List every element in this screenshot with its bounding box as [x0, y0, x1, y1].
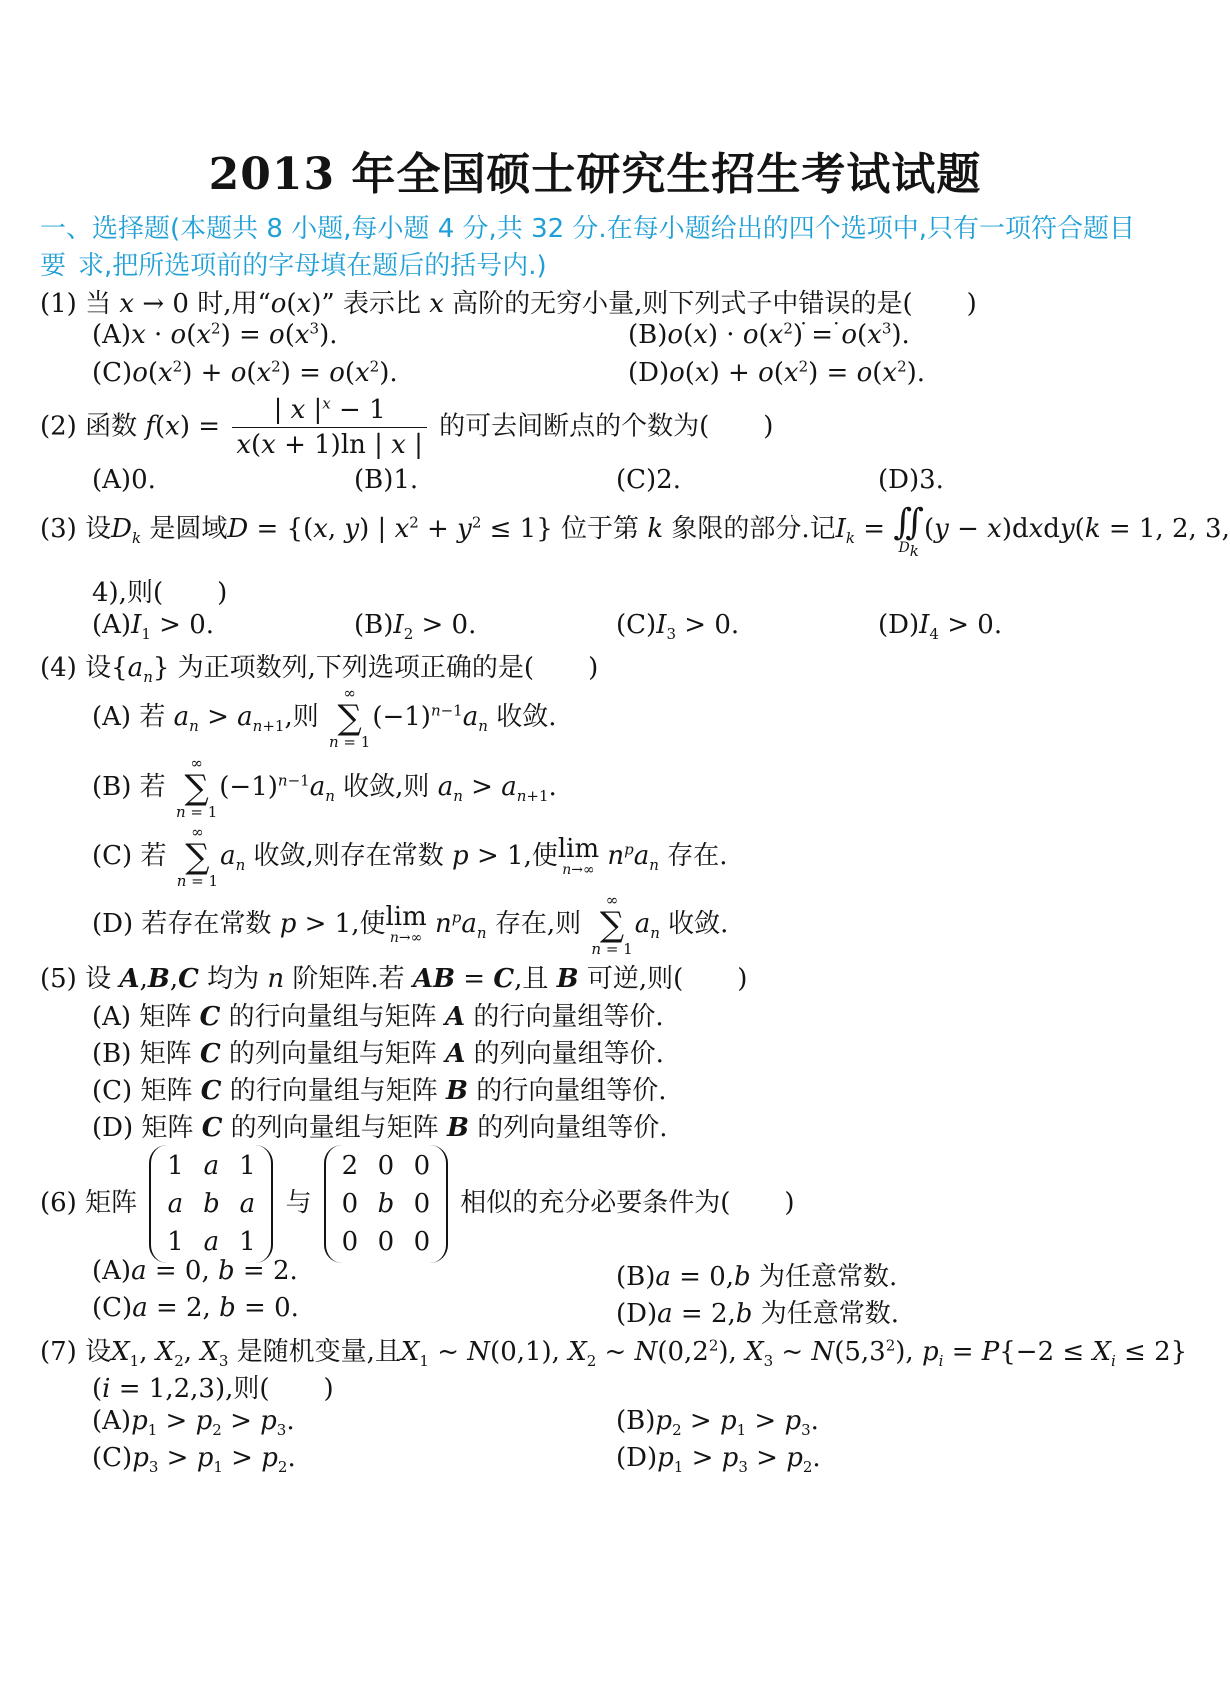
question-text: ” 表示比: [321, 289, 421, 319]
option-label: (D): [616, 1443, 658, 1473]
option-text: 的列向量组与矩阵: [228, 1039, 437, 1069]
option-text: 的行向量组等价.: [473, 1002, 664, 1032]
fraction: $\frac{| x |^x - 1}{x(x + 1)\ln | x |}$: [232, 395, 427, 460]
question-text: 是随机变量,且: [236, 1337, 401, 1367]
question-text: 设: [85, 514, 112, 544]
q6-option-a: (A)a = 0, b = 2.: [92, 1256, 298, 1286]
q2-option-a: (A)0.: [92, 465, 156, 495]
option-label: (B): [92, 772, 132, 802]
q4-option-b: (B) 若 ∞ ∑ n = 1 $(-1)^{n-1}a_n$ 收敛,则 $a_n > a_{n+1}$.: [92, 754, 557, 821]
question-6: [40, 1145, 795, 1263]
q7-option-a: $(A)p_1 > p_2 > p_3$.: [92, 1406, 295, 1440]
question-number: (2): [40, 411, 77, 442]
question-text: 设: [85, 653, 112, 683]
question-text: 与: [285, 1188, 312, 1218]
option-label: (A): [92, 702, 132, 732]
question-text: 阶矩阵.若: [292, 964, 405, 994]
answer-bracket: ): [217, 578, 228, 608]
option-label: (B): [354, 610, 394, 640]
q1-option-c: $(C)o(x^2) + o(x^2) = o(x^2)$.: [92, 357, 398, 388]
question-text: 相似的充分必要条件为(: [460, 1188, 731, 1218]
option-label: (B): [628, 320, 668, 350]
option-label: (A): [92, 1002, 132, 1032]
option-label: (C): [92, 841, 133, 871]
option-label: (D): [92, 1113, 134, 1143]
q3-option-a: $(A)I_1 > 0$.: [92, 610, 215, 644]
question-text: 设: [85, 1337, 112, 1367]
answer-bracket: ): [588, 653, 599, 683]
q6-option-c: (C)a = 2, b = 0.: [92, 1293, 299, 1323]
option-label: (A): [92, 320, 132, 350]
option-label: (B): [92, 1039, 132, 1069]
question-2: (2) 函数 f(x) = $\frac{| x |^x - 1}{x(x + 1)\ln | x |}$ 的可去间断点的个数为( ): [40, 394, 774, 460]
option-label: (C): [92, 1443, 133, 1473]
q2-option-c: (C)2.: [616, 465, 681, 495]
question-1: (1) 当 x → 0 时,用“o(x)” 表示比 x 高阶的无穷小量,则下列式子中· · 错误的是( ): [40, 283, 977, 320]
q3-option-d: $(D)I_4 > 0$.: [878, 610, 1003, 644]
question-number: (1): [40, 289, 77, 319]
q1-option-b: $(B)o(x) \cdot o(x^2) = o(x^3)$.: [628, 319, 910, 350]
matrix-left: 1 a 1 a b a 1 a 1: [149, 1145, 273, 1263]
question-text: 为正项数列,下列选项正确的是(: [177, 653, 535, 683]
answer-bracket: ): [784, 1188, 795, 1218]
option-text: ,使: [351, 909, 386, 939]
option-text: 的行向量组与矩阵: [228, 1002, 437, 1032]
option-text: ,使: [523, 841, 558, 871]
option-text: 的列向量组等价.: [477, 1113, 668, 1143]
question-number: (7): [40, 1337, 77, 1367]
option-text: 为任意常数.: [760, 1299, 899, 1329]
question-text: 位于第: [561, 514, 640, 544]
option-label: (A): [92, 1256, 132, 1286]
question-text: 时,用“: [197, 289, 271, 319]
double-integral: ∬ $D_k$: [893, 502, 924, 560]
question-text: 当: [85, 289, 112, 319]
question-text: ,则(: [225, 1374, 270, 1404]
question-text: 可逆,则(: [586, 964, 684, 994]
option-text: 为任意常数.: [758, 1262, 898, 1292]
option-text: 若存在常数: [141, 909, 272, 939]
q4-option-d: (D) 若存在常数 p > 1,使 lim n→∞ $n^pa_n$ 存在,则 ∞ ∑ n = 1 $a_n$ 收敛.: [92, 891, 729, 958]
question-5: (5) 设 A,B,C 均为 n 阶矩阵.若 AB = C,且 B 可逆,则( ): [40, 964, 748, 994]
option-text: 存在.: [667, 841, 728, 871]
q5-option-a: (A) 矩阵 C 的行向量组与矩阵 A 的行向量组等价.: [92, 1002, 664, 1032]
option-text: 矩阵: [141, 1113, 194, 1143]
question-text: 函数: [85, 411, 138, 442]
option-text: 的列向量组与矩阵: [230, 1113, 439, 1143]
question-text: 矩阵: [85, 1188, 138, 1218]
option-text: 收敛.: [668, 909, 729, 939]
q4-option-a: (A) 若 $a_n > a_{n+1}$,则 ∞ ∑ n = 1 $(-1)^{n-1}a_n$ 收敛.: [92, 684, 557, 751]
option-label: (B): [616, 1406, 656, 1436]
option-text: 矩阵: [139, 1002, 192, 1032]
option-label: (C): [92, 1293, 133, 1323]
question-number: (3): [40, 514, 77, 544]
limit: lim n→∞: [557, 834, 600, 879]
q7-option-c: $(C)p_3 > p_1 > p_2$.: [92, 1443, 296, 1477]
question-text: 的是(: [850, 289, 913, 319]
question-text: ,且: [514, 964, 549, 994]
q5-option-c: (C) 矩阵 C 的行向量组与矩阵 B 的行向量组等价.: [92, 1076, 667, 1106]
summation: ∞ ∑ n = 1: [176, 823, 219, 890]
question-3: (3) 设$D_k$ 是圆域D = {(x, y) | $x^2 + y^2 \le 1$} 位于第 k 象限的部分.记$I_k$ = ∬ $D_k$ (y − x)dxdy(k = 1, 2, 3,: [40, 502, 1230, 560]
question-7-continued: (i = 1,2,3),则( ): [92, 1374, 334, 1404]
emphasis-word: · · 错误: [798, 289, 850, 319]
question-text: 的可去间断点的个数为(: [439, 411, 710, 442]
option-text: 收敛,则: [343, 772, 430, 802]
option-label: (D): [628, 358, 670, 388]
option-label: (C): [616, 610, 657, 640]
option-text: 若: [140, 841, 167, 871]
option-label: (B): [616, 1262, 656, 1292]
option-text: 矩阵: [139, 1039, 192, 1069]
option-text: 矩阵: [140, 1076, 193, 1106]
q2-option-d: (D)3.: [878, 465, 944, 495]
section-heading-line2: 求,把所选项前的字母填在题后的括号内.): [78, 251, 547, 281]
option-text: 若: [139, 772, 166, 802]
question-number: (4): [40, 653, 77, 683]
q6-option-b: (B)a = 0,b 为任意常数.: [616, 1262, 898, 1292]
limit: lim n→∞: [385, 902, 427, 947]
matrix-right: 2 0 0 0 b 0 0 0 0: [324, 1145, 448, 1263]
section-heading-line1: 一、选择题(本题共 8 小题,每小题 4 分,共 32 分.在每小题给出的四个选项中,只有一项符合题目要: [40, 214, 1135, 281]
option-text: 存在,则: [494, 909, 582, 939]
question-number: (6): [40, 1188, 77, 1218]
option-label: (C): [92, 1076, 133, 1106]
question-text: 4),则(: [92, 578, 164, 608]
q1-option-a: $(A)x \cdot o(x^2) = o(x^3)$.: [92, 319, 338, 350]
question-4: (4) 设$\{a_n\}$ 为正项数列,下列选项正确的是( ): [40, 653, 599, 687]
option-text: 的行向量组与矩阵: [229, 1076, 438, 1106]
option-label: (D): [878, 610, 920, 640]
answer-bracket: ): [763, 411, 774, 442]
question-text: 均为: [207, 964, 260, 994]
page-title: 2013 年全国硕士研究生招生考试试题: [208, 149, 982, 200]
q1-option-d: $(D)o(x) + o(x^2) = o(x^2)$.: [628, 357, 926, 388]
q2-option-b: (B)1.: [354, 465, 419, 495]
question-text: 设: [85, 964, 112, 994]
answer-bracket: ): [966, 289, 977, 319]
question-number: (5): [40, 964, 77, 994]
q3-option-c: $(C)I_3 > 0$.: [616, 610, 740, 644]
question-text: 是圆域: [149, 514, 228, 544]
option-text: 收敛,则存在常数: [253, 841, 444, 871]
summation: ∞ ∑ n = 1: [591, 891, 633, 958]
answer-bracket: ): [323, 1374, 334, 1404]
option-text: 若: [139, 702, 166, 732]
q5-option-d: (D) 矩阵 C 的列向量组与矩阵 B 的列向量组等价.: [92, 1113, 668, 1143]
option-label: (A): [92, 1406, 132, 1436]
q7-option-d: $(D)p_1 > p_3 > p_2$.: [616, 1443, 821, 1477]
summation: ∞ ∑ n = 1: [328, 684, 371, 751]
question-3-continued: [92, 572, 227, 609]
option-label: (D): [616, 1299, 658, 1329]
option-label: (C): [92, 358, 133, 388]
q5-option-b: (B) 矩阵 C 的列向量组与矩阵 A 的列向量组等价.: [92, 1039, 664, 1069]
option-label: (A): [92, 610, 132, 640]
question-text: 象限的部分.记: [671, 514, 836, 544]
option-text: 的行向量组等价.: [476, 1076, 667, 1106]
option-text: 的列向量组等价.: [473, 1039, 664, 1069]
option-label: (D): [92, 909, 134, 939]
summation: ∞ ∑ n = 1: [175, 754, 218, 821]
option-text: ,则: [284, 702, 319, 732]
q6-option-d: (D)a = 2,b 为任意常数.: [616, 1299, 899, 1329]
question-7: (7) 设$X_1$, $X_2$, $X_3$ 是随机变量,且$X_1$ ~ N(0,1), $X_2$ ~ $N(0,2^2)$, $X_3$ ~ $N(5,3^2)$, $p_i = P\{-2 \le X_i \le 2\}$: [40, 1336, 1188, 1371]
answer-bracket: ): [737, 964, 748, 994]
q3-option-b: $(B)I_2 > 0$.: [354, 610, 477, 644]
q7-option-b: $(B)p_2 > p_1 > p_3$.: [616, 1406, 819, 1440]
option-text: 收敛.: [496, 702, 557, 732]
q4-option-c: (C) 若 ∞ ∑ n = 1 $a_n$ 收敛,则存在常数 p > 1,使 lim n→∞ $n^pa_n$ 存在.: [92, 823, 728, 890]
question-text: 高阶的无穷小量,则下列式子中: [452, 289, 799, 319]
